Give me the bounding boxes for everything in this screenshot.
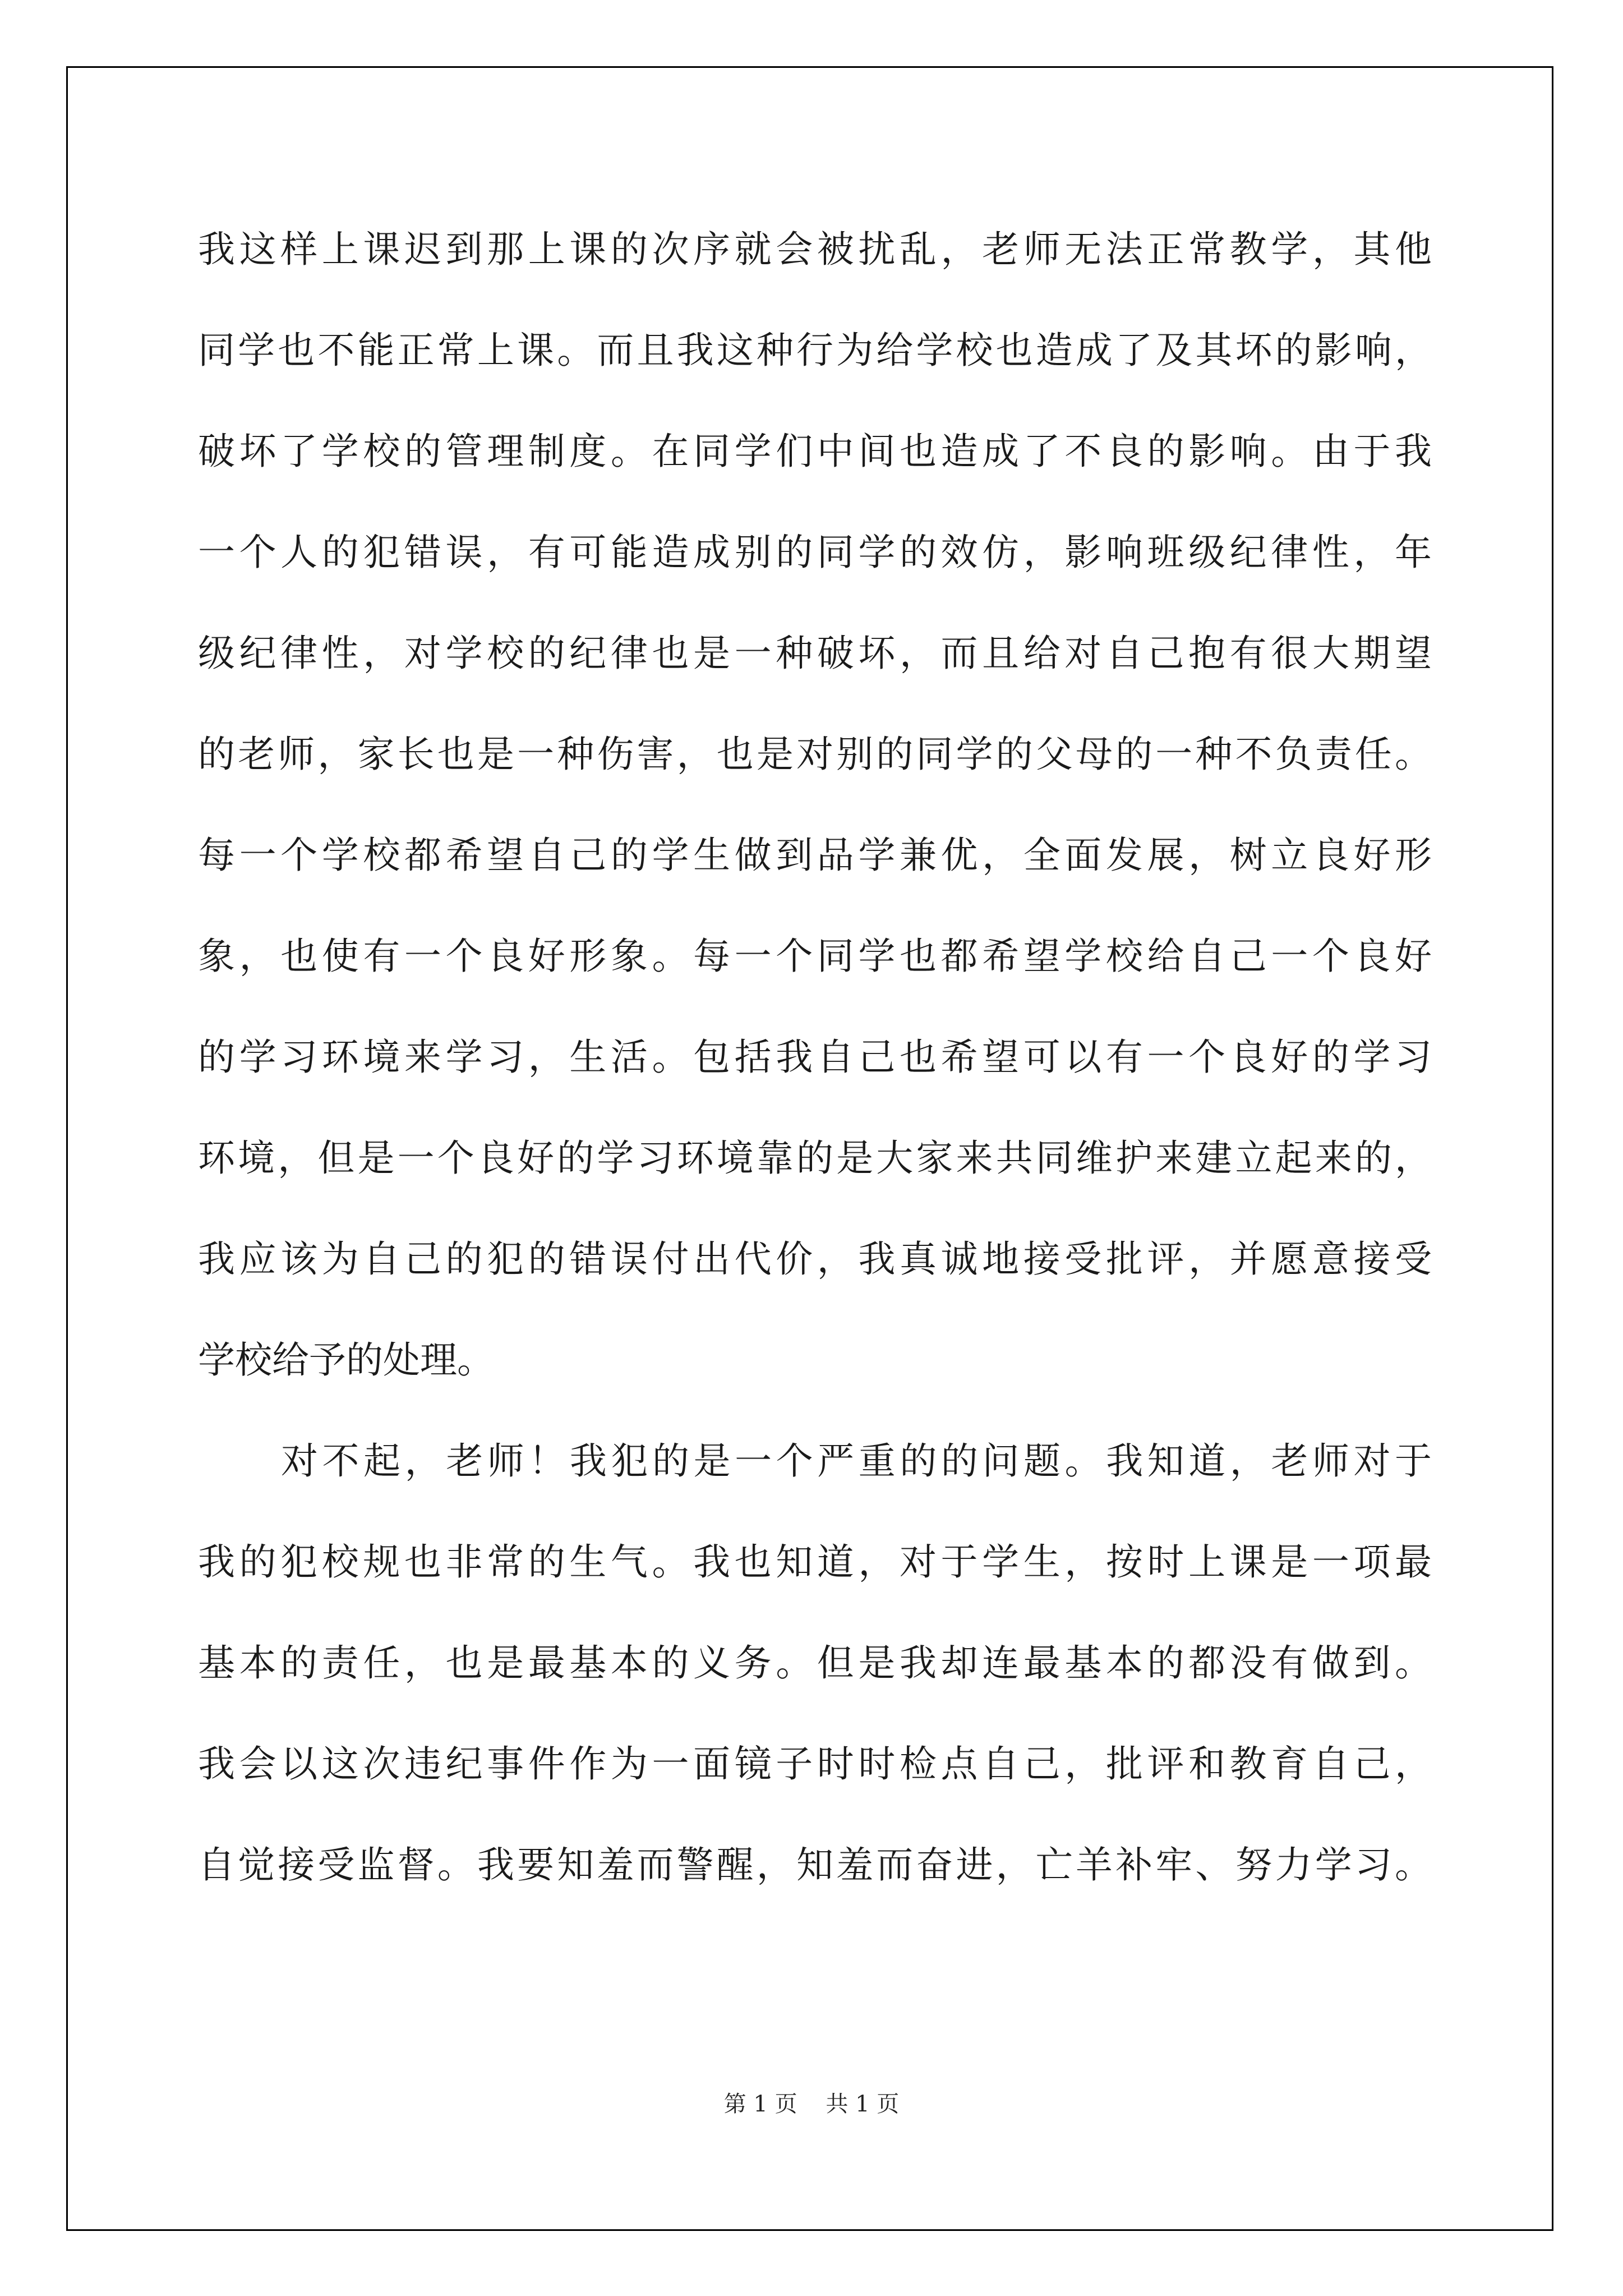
text-line: 我会以这次违纪事件作为一面镜子时时检点自己，批评和教育自己，	[198, 1742, 1432, 1786]
text-line: 基本的责任，也是最基本的义务。但是我却连最基本的都没有做到。	[198, 1641, 1432, 1685]
text-line: 的学习环境来学习，生活。包括我自己也希望可以有一个良好的学习	[198, 1036, 1432, 1079]
text-line: 的老师，家长也是一种伤害，也是对别的同学的父母的一种不负责任。	[198, 733, 1432, 776]
page-number-footer: 第 1 页 共 1 页	[723, 2091, 900, 2117]
text-line: 自觉接受监督。我要知羞而警醒，知羞而奋进，亡羊补牢、努力学习。	[198, 1843, 1432, 1887]
text-line: 象，也使有一个良好形象。每一个同学也都希望学校给自己一个良好	[198, 935, 1432, 978]
document-body	[198, 199, 1432, 1916]
text-line: 每一个学校都希望自己的学生做到品学兼优，全面发展，树立良好形	[198, 834, 1432, 877]
text-line-paragraph-end: 学校给予的处理。	[198, 1338, 494, 1382]
text-line: 一个人的犯错误，有可能造成别的同学的效仿，影响班级纪律性，年	[198, 531, 1432, 574]
text-line: 我应该为自己的犯的错误付出代价，我真诚地接受批评，并愿意接受	[198, 1237, 1432, 1281]
text-line: 环境，但是一个良好的学习环境靠的是大家来共同维护来建立起来的，	[198, 1137, 1432, 1180]
text-line: 破坏了学校的管理制度。在同学们中间也造成了不良的影响。由于我	[198, 430, 1432, 473]
text-line: 级纪律性，对学校的纪律也是一种破坏，而且给对自己抱有很大期望	[198, 632, 1432, 675]
text-line-paragraph-start: 对不起，老师！我犯的是一个严重的的问题。我知道，老师对于	[281, 1439, 1432, 1483]
text-line: 我这样上课迟到那上课的次序就会被扰乱，老师无法正常教学，其他	[198, 228, 1432, 271]
text-line: 同学也不能正常上课。而且我这种行为给学校也造成了及其坏的影响，	[198, 329, 1432, 372]
text-line: 我的犯校规也非常的生气。我也知道，对于学生，按时上课是一项最	[198, 1540, 1432, 1584]
